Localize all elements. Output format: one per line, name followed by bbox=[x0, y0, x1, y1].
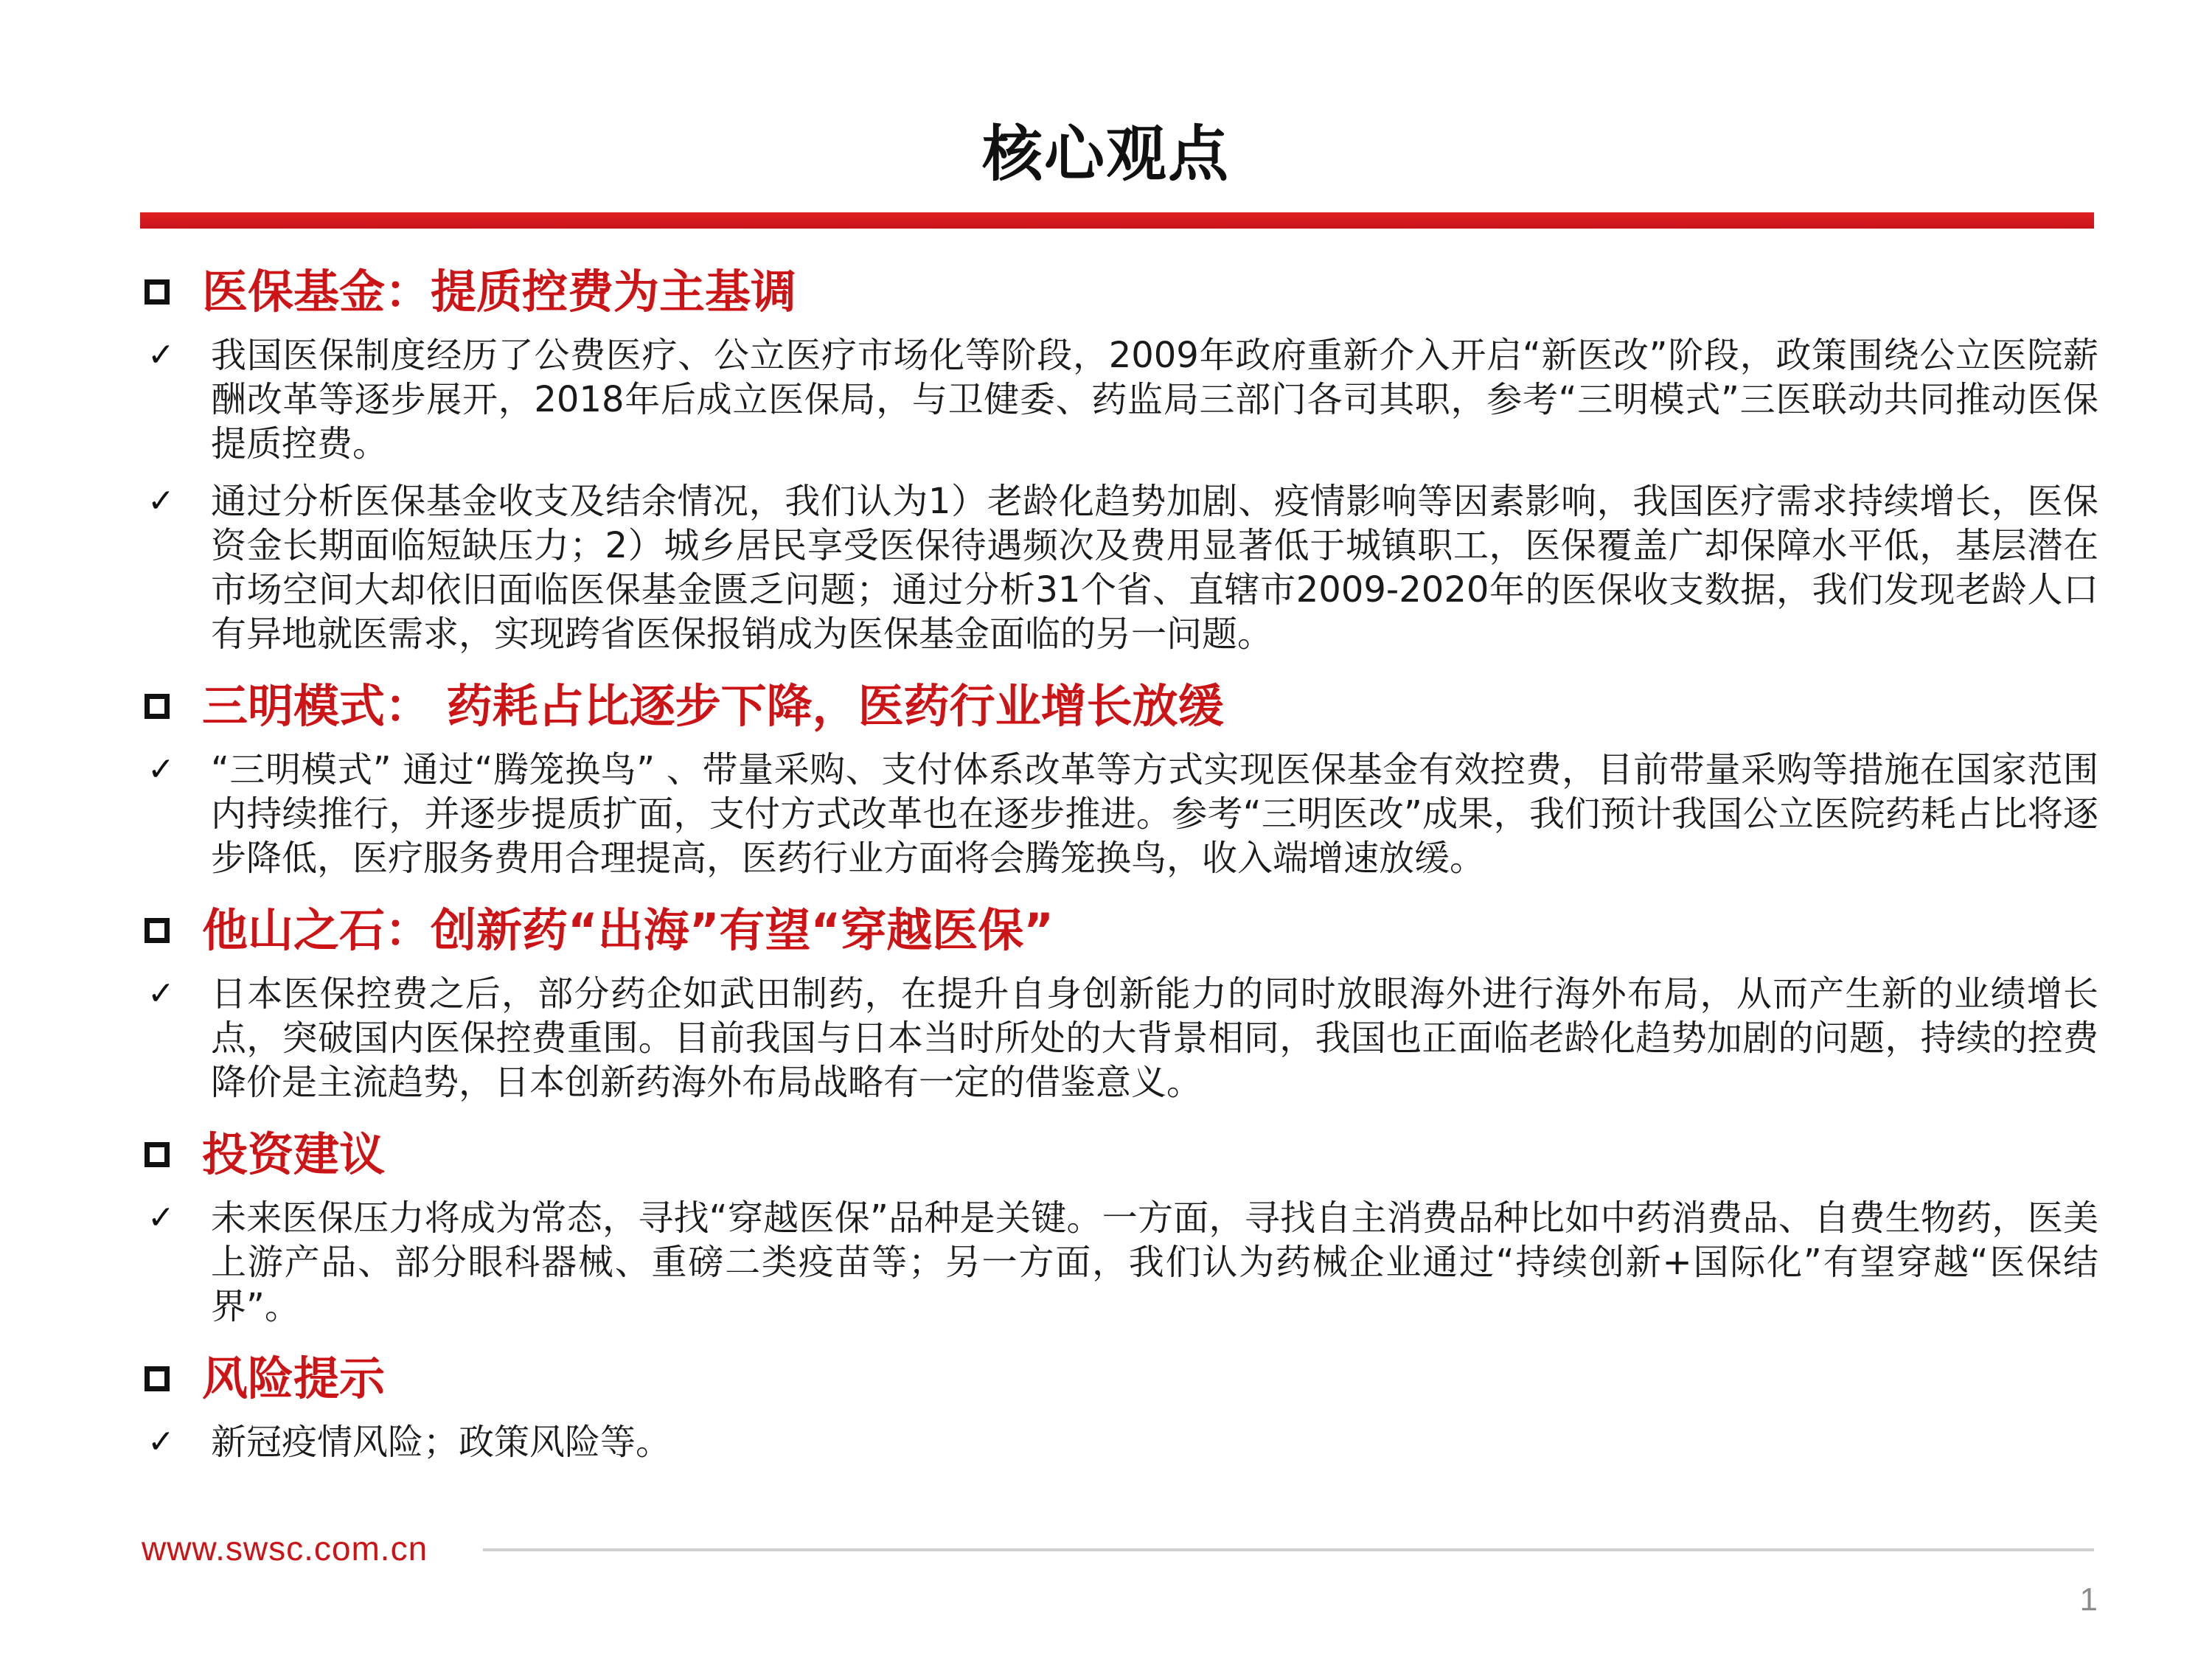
checkmark-icon: ✓ bbox=[147, 336, 175, 374]
list-item bbox=[142, 333, 2103, 466]
section-sanming-model bbox=[142, 669, 2103, 880]
section-title: 投资建议 bbox=[202, 1127, 386, 1181]
bullet-text: 未来医保压力将成为常态，寻找“穿越医保”品种是关键。一方面，寻找自主消费品种比如中药消费品、自费生物药，医美上游产品、部分眼科器械、重磅二类疫苗等；另一方面，我们认为药械企业通过“持续创新+国际化”有望穿越“医保结界”。 bbox=[211, 1197, 2098, 1327]
checkmark-icon: ✓ bbox=[147, 975, 175, 1012]
section-header bbox=[142, 255, 2103, 329]
section-medical-insurance-fund bbox=[142, 255, 2103, 656]
section-lessons-abroad bbox=[142, 894, 2103, 1105]
bullet-text: 我国医保制度经历了公费医疗、公立医疗市场化等阶段，2009年政府重新介入开启“新医改”阶段，政策围绕公立医院薪酬改革等逐步展开，2018年后成立医保局，与卫健委、药监局三部门各司其职，参考“三明模式”三医联动共同推动医保提质控费。 bbox=[211, 335, 2098, 465]
section-risk-warning bbox=[142, 1342, 2103, 1464]
section-header bbox=[142, 894, 2103, 967]
hollow-square-icon bbox=[145, 279, 170, 305]
hollow-square-icon bbox=[145, 1366, 170, 1391]
list-item bbox=[142, 1196, 2103, 1329]
bullet-text: 日本医保控费之后，部分药企如武田制药，在提升自身创新能力的同时放眼海外进行海外布局，从而产生新的业绩增长点，突破国内医保控费重围。目前我国与日本当时所处的大背景相同，我国也正面临老龄化趋势加剧的问题，持续的控费降价是主流趋势，日本创新药海外布局战略有一定的借鉴意义。 bbox=[211, 973, 2098, 1103]
hollow-square-icon bbox=[145, 694, 170, 719]
section-header bbox=[142, 669, 2103, 743]
hollow-square-icon bbox=[145, 1142, 170, 1167]
footer-website-link[interactable]: www.swsc.com.cn bbox=[142, 1529, 428, 1568]
content-area bbox=[142, 251, 2103, 1478]
checkmark-icon: ✓ bbox=[147, 751, 175, 788]
section-header bbox=[142, 1342, 2103, 1416]
footer-divider bbox=[483, 1548, 2094, 1551]
bullet-text: 新冠疫情风险；政策风险等。 bbox=[211, 1422, 672, 1463]
page-title: 核心观点 bbox=[981, 119, 1230, 189]
list-item bbox=[142, 1420, 2103, 1464]
section-title: 风险提示 bbox=[202, 1352, 386, 1405]
title-divider-bar bbox=[140, 212, 2094, 229]
page-number: 1 bbox=[2079, 1582, 2098, 1618]
section-title: 他山之石：创新药“出海”有望“穿越医保” bbox=[202, 903, 1054, 957]
section-title: 医保基金：提质控费为主基调 bbox=[202, 265, 797, 319]
list-item bbox=[142, 479, 2103, 656]
hollow-square-icon bbox=[145, 918, 170, 943]
section-header bbox=[142, 1118, 2103, 1192]
section-title: 三明模式： 药耗占比逐步下降，医药行业增长放缓 bbox=[202, 679, 1224, 733]
checkmark-icon: ✓ bbox=[147, 1199, 175, 1237]
section-investment-advice bbox=[142, 1118, 2103, 1329]
list-item bbox=[142, 972, 2103, 1105]
bullet-text: 通过分析医保基金收支及结余情况，我们认为1）老龄化趋势加剧、疫情影响等因素影响，我国医疗需求持续增长，医保资金长期面临短缺压力；2）城乡居民享受医保待遇频次及费用显著低于城镇职工，医保覆盖广却保障水平低，基层潜在市场空间大却依旧面临医保基金匮乏问题；通过分析31个省、直辖市2009-2020年的医保收支数据，我们发现老龄人口有异地就医需求，实现跨省医保报销成为医保基金面临的另一问题。 bbox=[211, 481, 2098, 655]
checkmark-icon: ✓ bbox=[147, 1423, 175, 1461]
bullet-text: “三明模式” 通过“腾笼换鸟” 、带量采购、支付体系改革等方式实现医保基金有效控费，目前带量采购等措施在国家范围内持续推行，并逐步提质扩面，支付方式改革也在逐步推进。参考“三明医改”成果，我们预计我国公立医院药耗占比将逐步降低，医疗服务费用合理提高，医药行业方面将会腾笼换鸟，收入端增速放缓。 bbox=[211, 749, 2098, 879]
checkmark-icon: ✓ bbox=[147, 482, 175, 520]
list-item bbox=[142, 748, 2103, 880]
